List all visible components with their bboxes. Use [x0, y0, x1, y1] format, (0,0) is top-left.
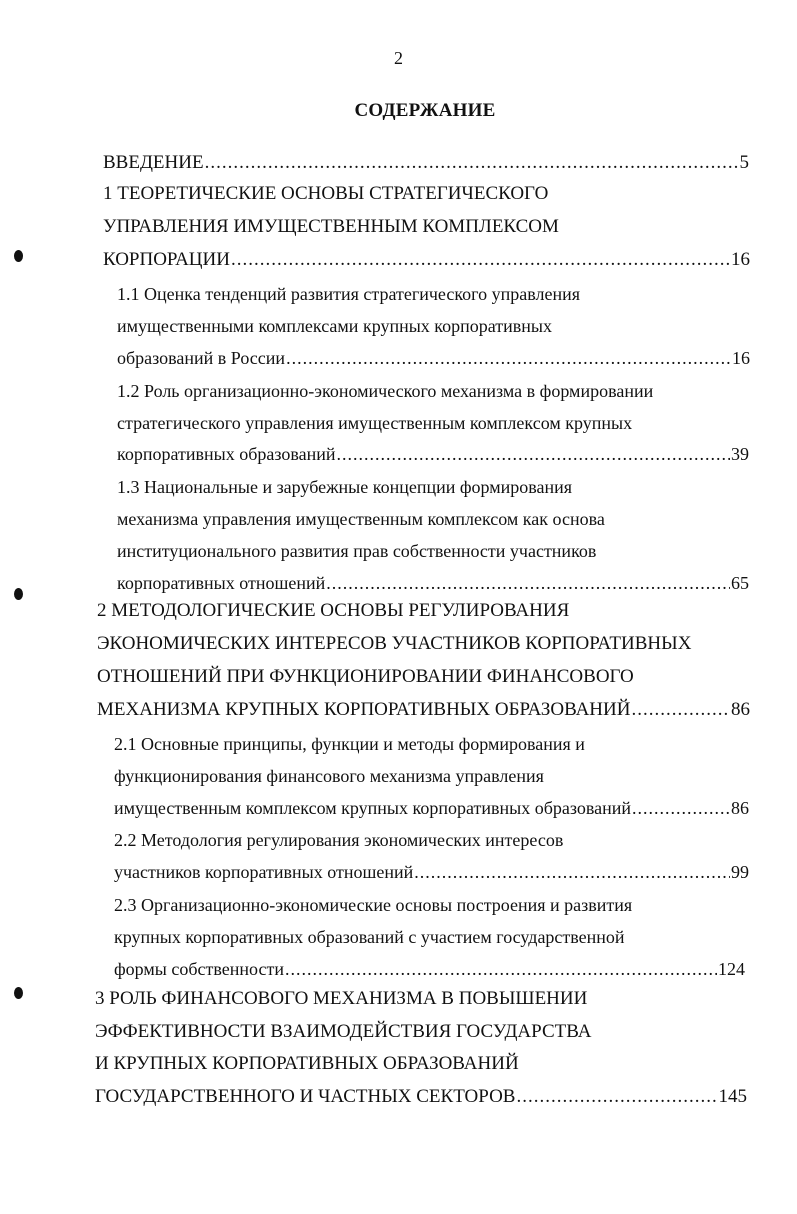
toc-chapter-2-line-3[interactable]: ОТНОШЕНИЙ ПРИ ФУНКЦИОНИРОВАНИИ ФИНАНСОВОГО [97, 666, 634, 687]
toc-entry-page: 124 [718, 959, 745, 979]
toc-entry-page: 145 [718, 1086, 747, 1107]
toc-section-1-2-last-line[interactable] [117, 443, 749, 465]
toc-chapter-3-line-2[interactable]: ЭФФЕКТИВНОСТИ ВЗАИМОДЕЙСТВИЯ ГОСУДАРСТВА [95, 1021, 592, 1042]
toc-entry-page: 5 [739, 152, 749, 173]
toc-entry-page: 16 [732, 348, 750, 368]
binding-hole-icon [14, 987, 23, 999]
toc-chapter-2-line-1[interactable]: 2 МЕТОДОЛОГИЧЕСКИЕ ОСНОВЫ РЕГУЛИРОВАНИЯ [97, 600, 570, 621]
dot-leader [631, 699, 730, 721]
toc-section-2-1-last-line[interactable] [114, 797, 749, 819]
toc-entry-title: ГОСУДАРСТВЕННОГО И ЧАСТНЫХ СЕКТОРОВ [95, 1086, 516, 1107]
toc-section-2-3-line-1[interactable]: 2.3 Организационно-экономические основы построения и развития [114, 895, 633, 915]
toc-chapter-2-last-line[interactable] [97, 699, 750, 721]
toc-entry-title: образований в России [117, 348, 286, 368]
toc-entry-title: корпоративных отношений [117, 573, 326, 593]
dot-leader [286, 347, 731, 369]
toc-section-2-2-line-1[interactable]: 2.2 Методология регулирования экономических интересов [114, 830, 564, 850]
page-number: 2 [394, 48, 403, 68]
toc-chapter-3-last-line[interactable] [95, 1086, 747, 1108]
toc-chapter-2-line-2[interactable]: ЭКОНОМИЧЕСКИХ ИНТЕРЕСОВ УЧАСТНИКОВ КОРПОРАТИВНЫХ [97, 633, 692, 654]
toc-section-1-3-line-1[interactable]: 1.3 Национальные и зарубежные концепции формирования [117, 477, 573, 497]
toc-entry-intro[interactable] [103, 152, 749, 174]
toc-section-1-2-line-1[interactable]: 1.2 Роль организационно-экономического механизма в формировании [117, 381, 654, 401]
toc-entry-title: участников корпоративных отношений [114, 862, 414, 882]
toc-entry-title: КОРПОРАЦИИ [103, 249, 230, 270]
dot-leader [516, 1086, 717, 1108]
toc-entry-page: 16 [731, 249, 750, 270]
toc-entry-title: МЕХАНИЗМА КРУПНЫХ КОРПОРАТИВНЫХ ОБРАЗОВАНИЙ [97, 699, 631, 720]
toc-section-2-3-last-line[interactable] [114, 958, 745, 980]
toc-entry-title: корпоративных образований [117, 444, 336, 464]
toc-section-1-1-last-line[interactable] [117, 347, 750, 369]
toc-entry-page: 86 [731, 798, 749, 818]
toc-chapter-1-last-line[interactable] [103, 249, 750, 271]
toc-entry-page: 99 [731, 862, 749, 882]
dot-leader [414, 861, 730, 883]
toc-section-1-1-line-2[interactable]: имущественными комплексами крупных корпоративных [117, 316, 553, 336]
dot-leader [337, 443, 730, 465]
toc-section-1-3-last-line[interactable] [117, 572, 749, 594]
toc-entry-title: формы собственности [114, 959, 284, 979]
toc-entry-title: ВВЕДЕНИЕ [103, 152, 204, 173]
toc-section-1-2-line-2[interactable]: стратегического управления имущественным комплексом крупных [117, 413, 633, 433]
toc-chapter-3-line-1[interactable]: 3 РОЛЬ ФИНАНСОВОГО МЕХАНИЗМА В ПОВЫШЕНИИ [95, 988, 588, 1009]
dot-leader [632, 797, 730, 819]
toc-title: СОДЕРЖАНИЕ [354, 100, 496, 121]
toc-chapter-1-line-1[interactable]: 1 ТЕОРЕТИЧЕСКИЕ ОСНОВЫ СТРАТЕГИЧЕСКОГО [103, 183, 549, 204]
toc-section-2-2-last-line[interactable] [114, 861, 749, 883]
toc-section-2-1-line-1[interactable]: 2.1 Основные принципы, функции и методы формирования и [114, 734, 585, 754]
dot-leader [231, 249, 730, 271]
toc-chapter-3-line-3[interactable]: И КРУПНЫХ КОРПОРАТИВНЫХ ОБРАЗОВАНИЙ [95, 1053, 519, 1074]
toc-section-2-1-line-2[interactable]: функционирования финансового механизма управления [114, 766, 544, 786]
toc-chapter-1-line-2[interactable]: УПРАВЛЕНИЯ ИМУЩЕСТВЕННЫМ КОМПЛЕКСОМ [103, 216, 559, 237]
dot-leader [205, 152, 739, 174]
dot-leader [285, 958, 717, 980]
toc-entry-page: 65 [731, 573, 749, 593]
toc-section-1-3-line-2[interactable]: механизма управления имущественным комплексом как основа [117, 509, 605, 529]
toc-entry-title: имущественным комплексом крупных корпоративных образований [114, 798, 632, 818]
toc-entry-page: 86 [731, 699, 750, 720]
toc-entry-page: 39 [731, 444, 749, 464]
toc-section-1-1-line-1[interactable]: 1.1 Оценка тенденций развития стратегического управления [117, 284, 581, 304]
binding-hole-icon [14, 588, 23, 600]
binding-hole-icon [14, 250, 23, 262]
toc-section-2-3-line-2[interactable]: крупных корпоративных образований с участием государственной [114, 927, 625, 947]
toc-section-1-3-line-3[interactable]: институционального развития прав собственности участников [117, 541, 597, 561]
dot-leader [326, 572, 730, 594]
